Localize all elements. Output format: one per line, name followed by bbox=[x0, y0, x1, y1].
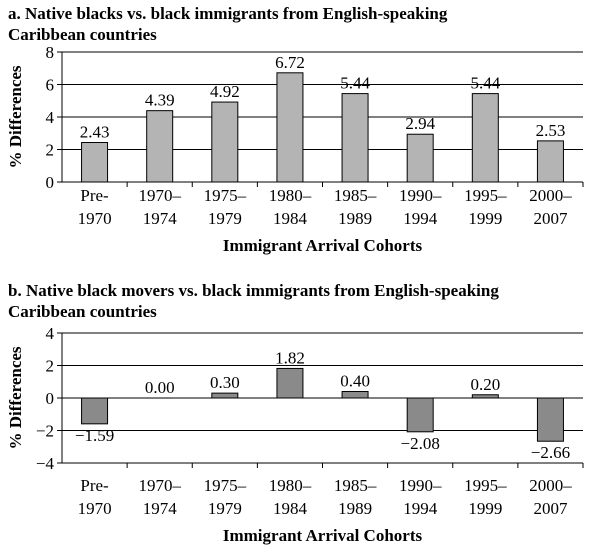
x-tick-label: 2007 bbox=[533, 209, 568, 228]
bar bbox=[537, 141, 563, 182]
x-tick-label: 2000– bbox=[529, 186, 572, 205]
x-tick-label: 1995– bbox=[464, 186, 507, 205]
x-tick-label: 2000– bbox=[529, 476, 572, 495]
data-label: 0.00 bbox=[144, 378, 175, 397]
x-tick-label: 1999 bbox=[468, 499, 503, 518]
x-tick-label: Pre- bbox=[80, 186, 109, 205]
chart-title-line: Caribbean countries bbox=[8, 302, 157, 321]
y-tick-label: 6 bbox=[45, 75, 54, 95]
bar bbox=[537, 398, 563, 441]
x-tick-label: 1970 bbox=[77, 499, 112, 518]
x-tick-label: 1985– bbox=[333, 476, 377, 495]
x-tick-label: 1980– bbox=[268, 476, 312, 495]
data-label: −2.66 bbox=[530, 443, 571, 463]
x-tick-label: 1979 bbox=[207, 209, 242, 228]
x-tick-label: 1990– bbox=[398, 186, 442, 205]
bar bbox=[342, 94, 368, 182]
y-axis-title: % Differences bbox=[6, 346, 25, 450]
data-label: 2.94 bbox=[405, 114, 436, 134]
data-label: 0.20 bbox=[470, 374, 501, 394]
y-axis-title: % Differences bbox=[6, 65, 25, 169]
x-tick-label: 1990– bbox=[398, 476, 442, 495]
data-label: −2.08 bbox=[400, 433, 440, 453]
x-tick-label: 1975– bbox=[203, 186, 247, 205]
chart-panel-b bbox=[6, 281, 583, 545]
data-label: 5.44 bbox=[340, 73, 370, 93]
y-tick-label: 0 bbox=[45, 389, 54, 408]
chart-title-line: a. Native blacks vs. black immigrants from English-speaking bbox=[8, 4, 448, 23]
x-tick-label: 1999 bbox=[468, 209, 503, 228]
y-tick-label: 4 bbox=[45, 324, 54, 343]
bar bbox=[212, 102, 238, 182]
bar bbox=[82, 143, 108, 182]
x-tick-label: 1970– bbox=[138, 186, 181, 205]
data-label: 1.82 bbox=[275, 348, 305, 368]
x-tick-label: 1989 bbox=[338, 499, 373, 518]
data-label: 4.39 bbox=[144, 90, 175, 110]
x-tick-label: 1974 bbox=[142, 499, 177, 518]
data-label: 0.40 bbox=[340, 371, 370, 391]
bar bbox=[407, 134, 433, 182]
bar bbox=[212, 393, 238, 398]
y-tick-label: 4 bbox=[45, 108, 54, 127]
x-tick-label: 1994 bbox=[403, 209, 438, 228]
bar bbox=[82, 398, 108, 424]
bar bbox=[407, 398, 433, 432]
y-tick-label: 2 bbox=[45, 356, 54, 376]
x-tick-label: 1980– bbox=[268, 186, 312, 205]
x-tick-label: 1984 bbox=[272, 499, 307, 518]
x-tick-label: 1984 bbox=[272, 209, 307, 228]
x-tick-label: 1985– bbox=[333, 186, 377, 205]
x-tick-label: 1970 bbox=[77, 209, 112, 228]
y-tick-label: −2 bbox=[35, 421, 54, 441]
data-label: 5.44 bbox=[470, 73, 501, 93]
x-tick-label: 1970– bbox=[138, 476, 181, 495]
x-tick-label: 1979 bbox=[207, 499, 242, 518]
bar bbox=[472, 94, 498, 182]
y-tick-label: −4 bbox=[35, 454, 54, 473]
x-tick-label: 1975– bbox=[203, 476, 247, 495]
data-label: 0.30 bbox=[209, 373, 240, 393]
y-tick-label: 0 bbox=[45, 173, 54, 192]
data-label: 2.43 bbox=[79, 122, 110, 142]
x-tick-label: 1989 bbox=[338, 209, 373, 228]
x-axis-title: Immigrant Arrival Cohorts bbox=[222, 526, 423, 545]
bar bbox=[342, 392, 368, 399]
bar bbox=[277, 73, 303, 182]
data-label: 4.92 bbox=[209, 82, 240, 102]
y-tick-label: 2 bbox=[45, 140, 54, 160]
bar bbox=[277, 368, 303, 398]
y-tick-label: 8 bbox=[45, 43, 54, 62]
data-label: 2.53 bbox=[535, 120, 566, 140]
x-tick-label: 1995– bbox=[464, 476, 507, 495]
x-tick-label: 1974 bbox=[142, 209, 177, 228]
bar bbox=[472, 395, 498, 398]
data-label: 6.72 bbox=[275, 52, 305, 72]
x-tick-label: Pre- bbox=[80, 476, 109, 495]
bar bbox=[147, 111, 173, 182]
chart-title-line: Caribbean countries bbox=[8, 25, 157, 44]
x-tick-label: 2007 bbox=[533, 499, 568, 518]
x-axis-title: Immigrant Arrival Cohorts bbox=[222, 236, 423, 255]
x-tick-label: 1994 bbox=[403, 499, 438, 518]
data-label: −1.59 bbox=[74, 425, 115, 445]
chart-panel-a bbox=[6, 4, 583, 255]
chart-title-line: b. Native black movers vs. black immigrants from English-speaking bbox=[8, 281, 499, 300]
